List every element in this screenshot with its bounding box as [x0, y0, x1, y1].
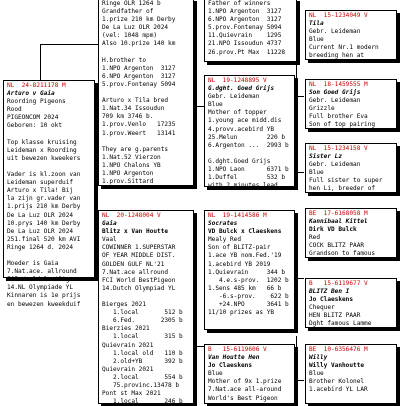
pedigree-line: 7.Nat.ace. allround — [7, 268, 77, 276]
pigeon-subname: Willy Vanhoutte — [309, 362, 365, 370]
pedigree-line: Dght famous Lamme — [309, 320, 372, 328]
great-grandparent-card — [305, 208, 397, 258]
pedigree-line: Leideman superduif — [7, 179, 74, 187]
pedigree-text — [208, 370, 291, 402]
pedigree-line: Leideman x Roording — [7, 146, 77, 154]
pedigree-line: 1.young ace midd.dis — [208, 117, 282, 125]
pedigree-line: 1.acebird YB 2019 — [208, 260, 271, 268]
pedigree-line: Mealy Red — [208, 236, 242, 244]
connector-line — [296, 60, 297, 96]
pedigree-line: Full brother Eva — [309, 113, 368, 121]
pedigree-line: 1.NPO Argenton 3127 — [208, 8, 282, 16]
pedigree-line: Grandson to famous — [309, 250, 376, 258]
pedigree-line: Top klasse kruising — [7, 138, 77, 146]
great-grandparent-card — [305, 344, 397, 404]
connector-line — [296, 380, 304, 381]
pedigree-line: 1.Nat.52 Vierzon — [102, 153, 161, 161]
pedigree-line: 1.Quievrain 344 b — [208, 268, 286, 276]
pigeon-name: Gaia — [102, 220, 117, 228]
pedigree-line: 14.Dutch Olympiad YL — [102, 284, 176, 292]
pedigree-line: 1.Sens 485 km 66 b — [208, 284, 282, 292]
ring-number: NL 15-1234158 V — [309, 145, 368, 152]
mother-card — [98, 210, 194, 404]
pedigree-line: Roording Pigeons — [7, 98, 66, 106]
pedigree-line: PIGEONCOM 2024 — [7, 114, 59, 122]
great-grandparent-card — [305, 10, 397, 60]
pigeon-subname: VD Bulck x Claeskens — [208, 228, 282, 236]
connector-line — [195, 40, 196, 106]
pedigree-line: 1.prize 210 km Derby — [102, 16, 176, 24]
connector-line — [296, 232, 297, 278]
pedigree-line: 1.prov.Sittard — [102, 178, 154, 186]
pedigree-line: 5.prov.Fontenay 5094 — [208, 24, 282, 32]
pedigree-line: 75.provinc.13478 b — [102, 381, 180, 389]
pedigree-line — [102, 49, 190, 57]
pedigree-line: H.brother to — [102, 56, 147, 64]
pedigree-line: De La Luz OLR 2024 — [102, 24, 169, 32]
pedigree-text — [102, 0, 190, 186]
pedigree-line: 1.local 246 b — [102, 398, 183, 406]
ring-number: NL 15-1234049 V — [309, 12, 368, 19]
pedigree-line: 251.final 520 km AVI — [7, 235, 81, 243]
pigeon-name: Son Goed Grijs — [309, 89, 361, 97]
pedigree-line: COWINNER 1.SUPERSTAR — [102, 244, 176, 252]
great-grandparent-card — [305, 278, 397, 328]
pedigree-line — [7, 131, 91, 139]
pedigree-line: 4.e.s-prov. 1202 b — [208, 276, 289, 284]
pedigree-line: Blue — [309, 169, 324, 177]
pigeon-subname: Jo Claeskens — [309, 296, 354, 304]
pedigree-text — [309, 304, 393, 328]
connector-line — [296, 336, 297, 380]
ring-number: BE 17-6168058 M — [309, 210, 368, 217]
pedigree-line: la zijn gr.vader van — [7, 195, 81, 203]
pedigree-line — [7, 252, 91, 260]
pedigree-line: Mother of topper — [208, 109, 267, 117]
pedigree-line: 1.prijs 210 km Derby — [7, 203, 81, 211]
pedigree-line: 2.local 554 b — [102, 373, 183, 381]
pedigree-line: 5.prov.Fontenay 5094 — [102, 80, 176, 88]
pedigree-line: Rood — [7, 106, 22, 114]
pedigree-line: Son of BLITZ-pair — [208, 244, 271, 252]
pigeon-name: Willy — [309, 354, 328, 362]
ring-number: NL 20-1248004 V — [102, 212, 161, 219]
pedigree-line: Arturo x Tila! Bij — [7, 187, 74, 195]
pedigree-line: 11/10 prizes as YB — [208, 309, 275, 317]
pedigree-line: FCI World BestPigeon — [7, 276, 81, 284]
pedigree-line: 1.local 512 b — [102, 309, 183, 317]
pigeon-name: Tila — [309, 20, 324, 28]
pedigree-line: 6.NPO Argenton 3127 — [208, 16, 282, 24]
ring-number: NL 19-1248895 V — [208, 77, 267, 84]
pedigree-text — [309, 28, 393, 60]
pedigree-line — [102, 138, 190, 146]
pedigree-line: 6.Argenton ... 2993 b — [208, 141, 289, 149]
pedigree-line: Grizzle — [309, 105, 335, 113]
pedigree-line: Gebr. Leideman — [309, 97, 361, 105]
pedigree-line: 4.provv.acebird YB — [208, 125, 275, 133]
pedigree-line: Blue — [208, 101, 223, 109]
pedigree-text — [309, 370, 393, 394]
pedigree-line: Red — [309, 234, 321, 242]
pedigree-line: Chequer — [309, 304, 335, 312]
pedigree-line: Full sister to super — [309, 177, 383, 185]
grandmother-maternal-card — [204, 344, 295, 404]
pedigree-line: 1.acebird YL LAR — [309, 386, 368, 394]
pedigree-text — [7, 98, 91, 308]
pedigree-line: FCI World BestPigeon — [102, 276, 176, 284]
pedigree-line: 11.Quievrain 1295 — [208, 32, 282, 40]
pedigree-line: COCK BLITZ PAAR — [309, 242, 365, 250]
pedigree-line: with 2 minutes lead — [208, 182, 278, 190]
pigeon-name: Socrates — [208, 220, 238, 228]
pedigree-line: 1.NPO Argenton — [102, 169, 154, 177]
grandfather-card — [204, 0, 297, 62]
pedigree-line: 2.old+YB 392 b — [102, 357, 183, 365]
pedigree-line: Gebr. Leideman — [309, 28, 361, 36]
pedigree-line: Also 10.prize 140 km — [102, 40, 176, 48]
pigeon-name: Kannibaal Kittel — [309, 218, 368, 226]
pedigree-text — [309, 97, 393, 129]
pedigree-line: Quievrain 2021 — [102, 365, 154, 373]
pedigree-line: OF YEAR MIDDLE DIST. — [102, 252, 176, 260]
pedigree-line: 1.prov.Weert 13141 — [102, 129, 176, 137]
pedigree-line — [102, 89, 190, 97]
pedigree-line: Son of top pairing — [309, 121, 376, 129]
pedigree-line: 7.Nat.ace all-around — [208, 386, 282, 394]
pedigree-line: 7.Nat.ace allround — [102, 268, 169, 276]
pedigree-line: Vaal — [102, 236, 117, 244]
pedigree-line: Ringe 1264 d. 2024 — [7, 243, 74, 251]
ring-number: BE 10-6356476 M — [309, 346, 368, 353]
pedigree-line: 1.local 315 b — [102, 333, 183, 341]
pigeon-subname: Dirk VD Bulck — [309, 226, 357, 234]
pedigree-line: (vel: 1048 mpm) — [102, 32, 158, 40]
pedigree-line: Arturo x Tila bred — [102, 97, 169, 105]
pigeon-name: G.dght. Goed Grijs — [208, 85, 275, 93]
pedigree-line: G.dght.Goed Grijs — [208, 157, 271, 165]
pigeon-subname: Blitz x Van Houtte — [102, 228, 169, 236]
pedigree-line — [102, 293, 190, 301]
pedigree-line: 10.prys 140 km Derby — [7, 219, 81, 227]
pedigree-line: Blue — [309, 36, 324, 44]
pedigree-line: Brother Kolonel — [309, 378, 365, 386]
pedigree-line: Bierges 2021 — [102, 301, 147, 309]
pigeon-name: Arturo v Gaia — [7, 90, 55, 98]
great-grandparent-card — [305, 79, 397, 129]
ring-number: B 15-6119677 V — [309, 280, 368, 287]
pedigree-line: Father of winners — [208, 0, 271, 7]
pedigree-text — [208, 0, 293, 57]
pedigree-line: en bewezen kweekduif — [7, 300, 81, 308]
pedigree-line: De La Luz OLR 2024 — [7, 227, 74, 235]
pigeon-name: BLITZ Ben I — [309, 288, 350, 296]
pedigree-line: Moeder is Gaia — [7, 260, 59, 268]
pedigree-line: Bierzies 2021 — [102, 325, 150, 333]
pedigree-line: -6.s-prov. 622 b — [208, 292, 289, 300]
ring-number: NL 24-8211178 M — [7, 82, 66, 89]
pedigree-line: 6.NPO Argenton 3127 — [102, 72, 176, 80]
grandfather-maternal-card — [204, 210, 295, 330]
father-card — [98, 0, 194, 186]
pedigree-line: GOLDEN GULF NL'21 — [102, 260, 165, 268]
pedigree-line: 1.local old 110 b — [102, 349, 183, 357]
great-grandparent-card — [305, 143, 397, 193]
pedigree-line: They are g.parents — [102, 145, 169, 153]
pedigree-line: 1.Nat.34 Issoudun — [102, 105, 165, 113]
pedigree-text — [208, 236, 291, 317]
pedigree-line: 1.NPO Argenton 3127 — [102, 64, 176, 72]
pedigree-line: Quievrain 2021 — [102, 341, 154, 349]
pigeon-name: Van Houtte Hen — [208, 354, 260, 362]
pigeon-subname: Jo Claeskens — [208, 362, 253, 370]
pedigree-line: Mother of 9x 1.prize — [208, 378, 282, 386]
connector-line — [296, 278, 304, 279]
pedigree-text — [208, 93, 291, 190]
pedigree-line: 14.NL Olympiade YL — [7, 284, 74, 292]
pedigree-line: 1.prov.Venlo 17235 — [102, 121, 176, 129]
connector-line — [296, 130, 297, 172]
pedigree-line: Grandfather of — [102, 8, 154, 16]
pedigree-line — [7, 163, 91, 171]
pedigree-line: Vader is kl.zoon van — [7, 171, 81, 179]
connector-line — [40, 44, 98, 45]
pedigree-line: Geboren: 10 okt — [7, 122, 63, 130]
pigeon-name: Sister Lz — [309, 153, 343, 161]
pedigree-line: Ringe OLR 1264 b — [102, 0, 161, 7]
pedigree-line: breeding hen at — [309, 52, 365, 60]
connector-line — [296, 172, 304, 173]
pedigree-line: De La Luz OLR 2024 — [7, 211, 74, 219]
pedigree-line: 21.NPO Issoudun 4737 — [208, 40, 282, 48]
pedigree-line: 6.Fed. 2305 b — [102, 317, 183, 325]
pedigree-line: Blue — [208, 370, 223, 378]
pedigree-line: 1.Duffel 532 b — [208, 174, 286, 182]
pedigree-line: Kinnaren is 1e prijs — [7, 292, 81, 300]
main-pigeon-card — [3, 80, 95, 308]
pedigree-line: 26.prov.Pt Max 11228 — [208, 48, 286, 56]
pedigree-line: Current Nr.1 modern — [309, 44, 379, 52]
pedigree-text — [102, 236, 190, 406]
ring-number: NL 19-1414586 M — [208, 212, 267, 219]
ring-number: B 15-6119606 V — [208, 346, 267, 353]
pedigree-line: 1.ace YB nom.Fed.'19 — [208, 252, 282, 260]
pedigree-line: Gebr. Leideman — [309, 161, 361, 169]
pedigree-text — [309, 161, 393, 193]
connector-line — [296, 96, 304, 97]
pedigree-text — [309, 234, 393, 258]
pedigree-line: 25.Melun 220 b — [208, 133, 286, 141]
pedigree-line: +24.NPO 3641 b — [208, 301, 289, 309]
connector-line — [195, 250, 196, 346]
ring-number: NL 18-1459555 M — [309, 81, 368, 88]
pedigree-line: Blue — [309, 370, 324, 378]
pedigree-line: HEN BLITZ PAAR — [309, 312, 361, 320]
pedigree-line: 709 km 3746 b. — [102, 113, 154, 121]
pedigree-line — [208, 150, 291, 158]
pedigree-line: 1.NPO Chalons YB — [102, 161, 161, 169]
pedigree-line: Gebr. Leideman — [208, 93, 260, 101]
pedigree-line: hen Li, breeder of — [309, 185, 376, 193]
pedigree-line: 1.NPO Laon 6371 b — [208, 166, 289, 174]
grandmother-card — [204, 75, 295, 190]
pedigree-line: World's Best Pigeon — [208, 394, 278, 402]
pedigree-line: Pont st Max 2021 — [102, 390, 161, 398]
pedigree-line: uit bewezen kweekers — [7, 154, 81, 162]
